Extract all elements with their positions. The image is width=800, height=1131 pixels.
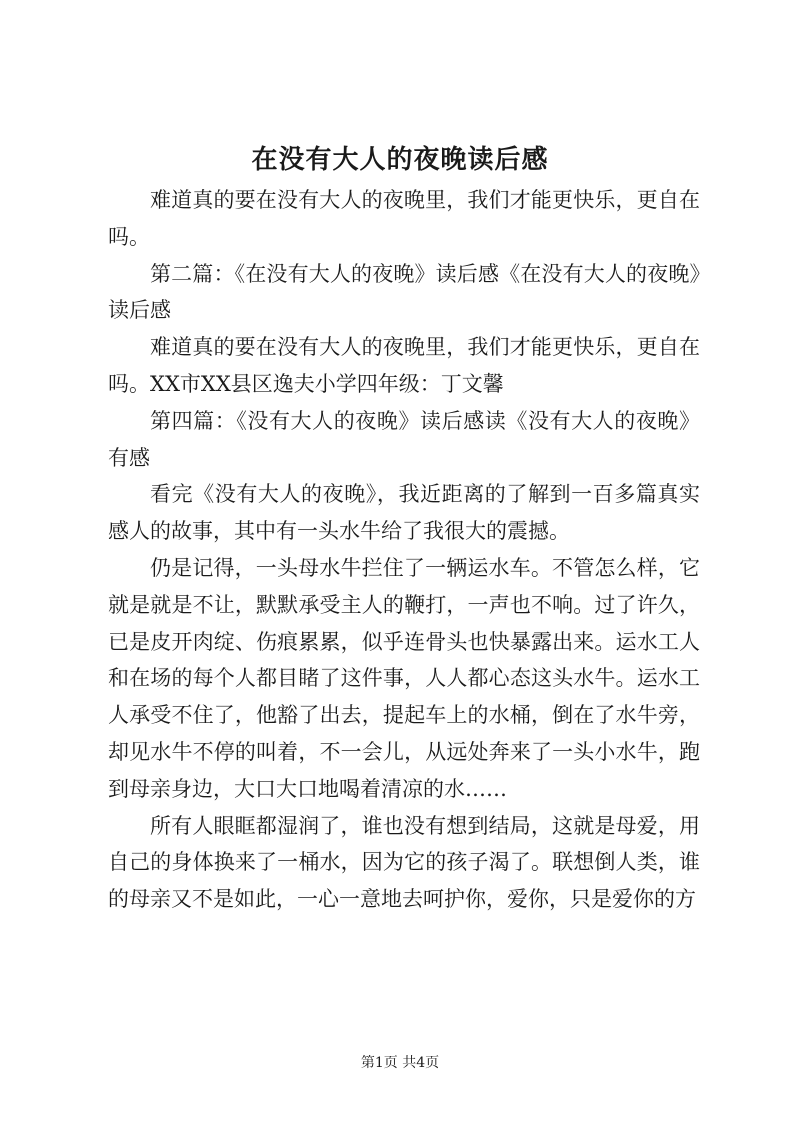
paragraph: 所有人眼眶都湿润了，谁也没有想到结局，这就是母爱，用自己的身体换来了一桶水，因为它的孩子渴了。联想倒人类，谁的母亲又不是如此，一心一意地去呵护你，爱你，只是爱你的方 [108,813,700,912]
paragraph: 看完《没有大人的夜晚》，我近距离的了解到一百多篇真实感人的故事，其中有一头水牛给了我很大的震撼。 [108,482,700,544]
paragraph: 难道真的要在没有大人的夜晚里，我们才能更快乐，更自在吗。 [108,188,700,249]
page-number-footer: 第1页 共4页 [360,1055,440,1071]
paragraph: 第四篇：《没有大人的夜晚》读后感读《没有大人的夜晚》有感 [108,408,700,470]
document-body [108,182,700,918]
paragraph: 难道真的要在没有大人的夜晚里，我们才能更快乐，更自在吗。XX市XX县区逸夫小学四年级：丁文馨 [108,335,700,396]
paragraph: 第二篇：《在没有大人的夜晚》读后感《在没有大人的夜晚》读后感 [108,261,700,323]
document-title: 在没有大人的夜晚读后感 [251,145,549,175]
paragraph: 仍是记得，一头母水牛拦住了一辆运水车。不管怎么样，它就是就是不让，默默承受主人的鞭打，一声也不响。过了许久，已是皮开肉绽、伤痕累累，似乎连骨头也快暴露出来。运水工人和在场的每个人都目睹了这件事，人人都心态这头水牛。运水工人承受不住了，他豁了出去，提起车上的水桶，倒在了水牛旁，却见水牛不停的叫着，不一会儿，从远处奔来了一头小水牛，跑到母亲身边，大口大口地喝着清凉的水…… [108,555,700,801]
